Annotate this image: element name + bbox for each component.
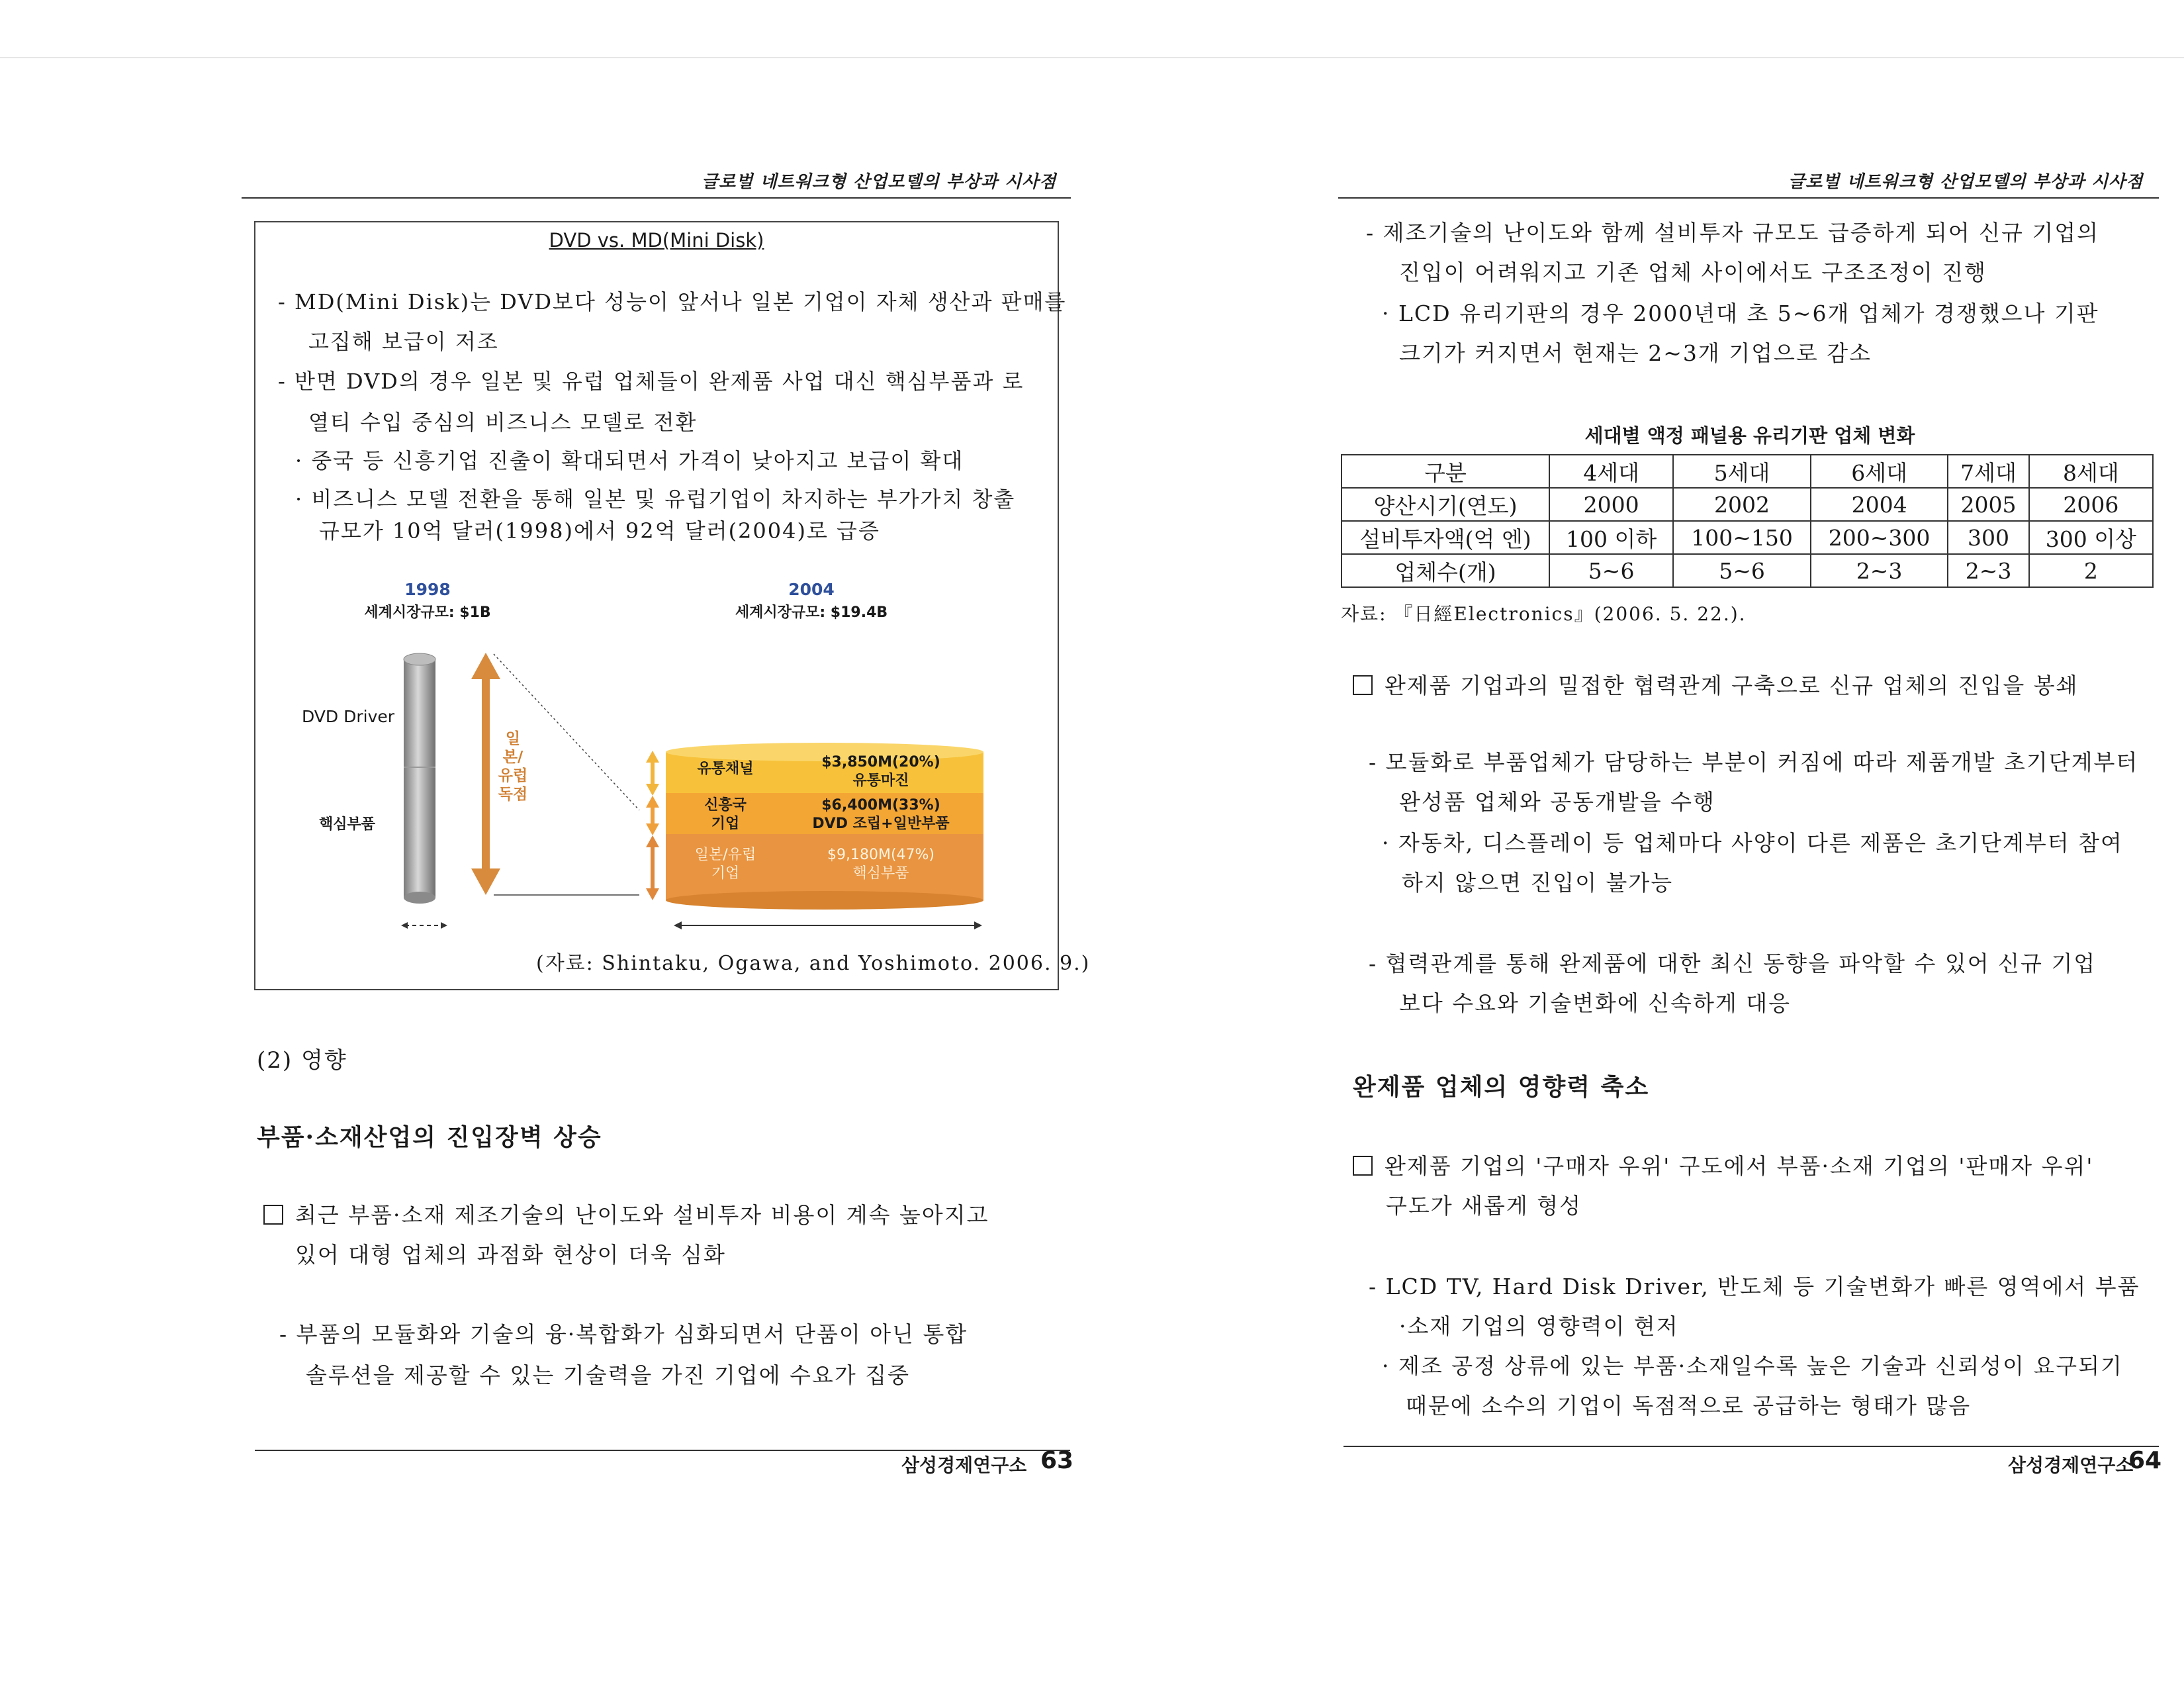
core-parts-label: 핵심부품 — [319, 816, 376, 833]
box-title: DVD vs. MD(Mini Disk) — [549, 229, 764, 252]
segment-right-label: $9,180M(47%) 핵심부품 — [827, 847, 935, 882]
table-row — [1342, 521, 2153, 554]
footer-org: 삼성경제연구소 — [2008, 1454, 2134, 1476]
table-caption: 세대별 액정 패널용 유리기판 업체 변화 — [1584, 424, 1915, 447]
table-row — [1342, 488, 2153, 521]
table-cell: 300 — [1948, 521, 2028, 554]
footer-rule — [1343, 1446, 2159, 1447]
cylinder-1998 — [404, 653, 435, 904]
segment-right-label: $3,850M(20%) 유통마진 — [821, 754, 940, 789]
checkbox-bullet-icon — [263, 1205, 283, 1225]
bullet-line: 완제품 기업과의 밀접한 협력관계 구축으로 신규 업체의 진입을 봉쇄 — [1385, 673, 2079, 698]
dash-line: 완성품 업체와 공동개발을 수행 — [1399, 789, 1715, 815]
dash-line: ·소재 기업의 영향력이 현저 — [1399, 1313, 1679, 1339]
table-cell: 양산시기(연도) — [1342, 488, 1549, 521]
segment-arrows — [646, 751, 659, 900]
bullet-line: 완제품 기업의 '구매자 우위' 구도에서 부품·소재 기업의 '판매자 우위' — [1385, 1153, 2094, 1179]
box-line: · 비즈니스 모델 전환을 통해 일본 및 유럽기업이 차지하는 부가가치 창출 — [295, 487, 1016, 512]
dash-line: 솔루션을 제공할 수 있는 기술력을 가진 기업에 수요가 집중 — [306, 1362, 910, 1388]
table-cell: 2~3 — [1811, 554, 1948, 587]
market-2004-label: 세계시장규모: $19.4B — [735, 604, 888, 621]
box-line: 규모가 10억 달러(1998)에서 92억 달러(2004)로 급증 — [319, 518, 880, 543]
table-cell: 업체수(개) — [1342, 554, 1549, 587]
section-label: (2) 영향 — [257, 1047, 347, 1074]
dash-line: · 자동차, 디스플레이 등 업체마다 사양이 다른 제품은 초기단계부터 참여 — [1382, 830, 2123, 856]
intro-line: 크기가 커지면서 현재는 2~3개 기업으로 감소 — [1399, 340, 1872, 366]
box-line: 열티 수입 중심의 비즈니스 모델로 전환 — [308, 410, 698, 435]
table-cell: 5~6 — [1549, 554, 1673, 587]
glass-substrate-table — [1341, 454, 2154, 588]
table-cell: 2004 — [1811, 488, 1948, 521]
table-cell: 100~150 — [1673, 521, 1811, 554]
box-line: - MD(Mini Disk)는 DVD보다 성능이 앞서나 일본 기업이 자체 생산과 판매를 — [278, 289, 1067, 314]
dvd-vs-md-box — [254, 221, 1091, 990]
table-cell: 설비투자액(억 엔) — [1342, 521, 1549, 554]
dimension-arrow-1998 — [401, 922, 447, 929]
intro-line: 진입이 어려워지고 기존 업체 사이에서도 구조조정이 진행 — [1399, 259, 1987, 285]
table-cell: 2006 — [2029, 488, 2153, 521]
dimension-arrow-2004 — [674, 921, 982, 929]
running-header: 글로벌 네트워크형 산업모델의 부상과 시사점 — [702, 172, 1057, 192]
table-header-cell: 6세대 — [1811, 455, 1948, 488]
dash-line: - 협력관계를 통해 완제품에 대한 최신 동향을 파악할 수 있어 신규 기업 — [1369, 951, 2097, 976]
table-cell: 100 이하 — [1549, 521, 1673, 554]
table-header-cell: 5세대 — [1673, 455, 1811, 488]
checkbox-bullet-icon — [1353, 1156, 1373, 1176]
year-1998-label: 1998 — [404, 580, 451, 599]
bullet-line: 있어 대형 업체의 과점화 현상이 더욱 심화 — [295, 1242, 726, 1268]
table-header-cell: 4세대 — [1549, 455, 1673, 488]
footer-org: 삼성경제연구소 — [901, 1454, 1027, 1476]
table-cell: 2002 — [1673, 488, 1811, 521]
running-header: 글로벌 네트워크형 산업모델의 부상과 시사점 — [1788, 172, 2144, 192]
table-cell: 2000 — [1549, 488, 1673, 521]
table-row — [1342, 554, 2153, 587]
bullet-line: 구도가 새롭게 형성 — [1386, 1193, 1582, 1219]
box-line: - 반면 DVD의 경우 일본 및 유럽 업체들이 완제품 사업 대신 핵심부품과 로 — [278, 369, 1024, 394]
dash-line: 보다 수요와 기술변화에 신속하게 대응 — [1399, 990, 1792, 1016]
dash-line: - 부품의 모듈화와 기술의 융·복합화가 심화되면서 단품이 아닌 통합 — [279, 1321, 968, 1347]
header-rule — [242, 197, 1071, 199]
table-header-cell: 구분 — [1342, 455, 1549, 488]
page-number: 63 — [1040, 1447, 1074, 1474]
table-header-cell: 8세대 — [2029, 455, 2153, 488]
dash-line: 때문에 소수의 기업이 독점적으로 공급하는 형태가 많음 — [1406, 1393, 1972, 1419]
table-header-cell: 7세대 — [1948, 455, 2028, 488]
market-1998-label: 세계시장규모: $1B — [364, 604, 491, 621]
dash-line: 하지 않으면 진입이 불가능 — [1402, 870, 1674, 896]
header-rule — [1338, 197, 2159, 199]
table-header-row — [1342, 455, 2153, 488]
page-number: 64 — [2128, 1447, 2162, 1474]
bullet-paragraph — [263, 1202, 989, 1229]
box-line: · 중국 등 신흥기업 진출이 확대되면서 가격이 낮아지고 보급이 확대 — [295, 448, 964, 473]
year-2004-label: 2004 — [788, 580, 835, 599]
dvd-value-figure — [255, 580, 1058, 951]
table-cell: 2005 — [1948, 488, 2028, 521]
table-cell: 2~3 — [1948, 554, 2028, 587]
checkbox-bullet-icon — [1353, 675, 1373, 695]
segment-left-label: 일본/유럽 기업 — [694, 847, 756, 882]
intro-line: - 제조기술의 난이도와 함께 설비투자 규모도 급증하게 되어 신규 기업의 — [1366, 220, 2100, 246]
dvd-driver-label: DVD Driver — [302, 707, 395, 726]
segment-right-label: $6,400M(33%) DVD 조립+일반부품 — [812, 797, 950, 832]
section-heading: 완제품 업체의 영향력 축소 — [1353, 1073, 1650, 1101]
table-cell: 200~300 — [1811, 521, 1948, 554]
bullet-paragraph — [1353, 673, 2079, 699]
monopoly-label: 일본/ 유럽 독점 — [498, 730, 528, 803]
bullet-line: 최근 부품·소재 제조기술의 난이도와 설비투자 비용이 계속 높아지고 — [295, 1202, 989, 1228]
table-cell: 300 이상 — [2029, 521, 2153, 554]
dash-line: - 모듈화로 부품업체가 담당하는 부분이 커짐에 따라 제품개발 초기단계부터 — [1369, 749, 2139, 775]
bullet-paragraph — [1353, 1153, 2093, 1180]
dash-line: - LCD TV, Hard Disk Driver, 반도체 등 기술변화가 빠른 영역에서 부품 — [1369, 1274, 2140, 1299]
scan-top-edge — [0, 57, 2184, 58]
dash-line: · 제조 공정 상류에 있는 부품·소재일수록 높은 기술과 신뢰성이 요구되기 — [1382, 1353, 2123, 1379]
box-line: 고집해 보급이 저조 — [308, 329, 499, 354]
section-heading: 부품·소재산업의 진입장벽 상승 — [257, 1123, 602, 1151]
table-cell: 5~6 — [1673, 554, 1811, 587]
table-source: 자료: 『日經Electronics』(2006. 5. 22.). — [1341, 603, 1747, 625]
segment-left-label: 신흥국 기업 — [704, 797, 747, 832]
intro-line: · LCD 유리기판의 경우 2000년대 초 5~6개 업체가 경쟁했으나 기판 — [1382, 301, 2099, 326]
segment-left-label: 유통채널 — [697, 761, 754, 777]
box-source: (자료: Shintaku, Ogawa, and Yoshimoto. 2006. 9.) — [536, 952, 1091, 975]
table-cell: 2 — [2029, 554, 2153, 587]
